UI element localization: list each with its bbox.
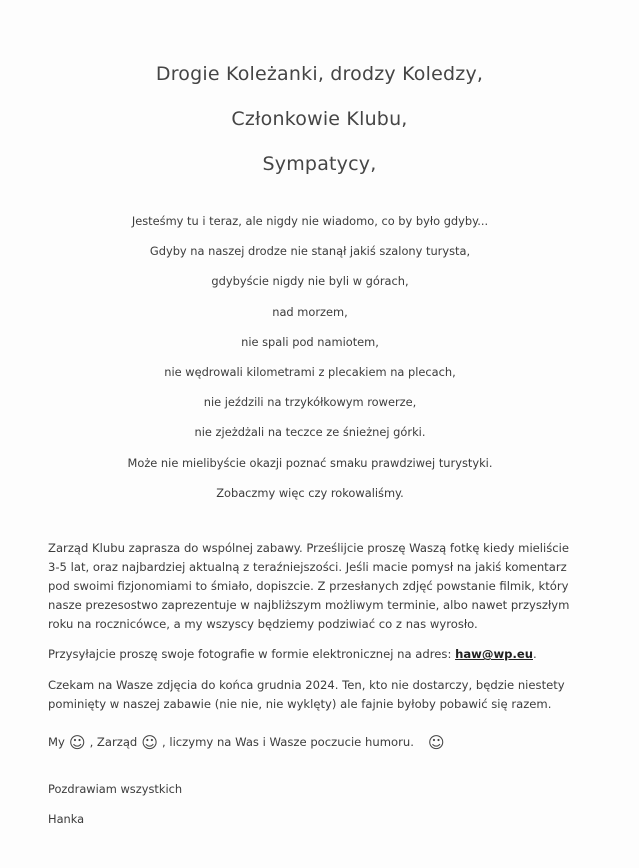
sign-off-line xyxy=(48,733,580,752)
email-paragraph xyxy=(48,645,580,664)
deadline-paragraph: Czekam na Wasze zdjęcia do końca grudnia 2024. Ten, kto nie dostarczy, będzie niestety pominięty w naszej zabawie (nie nie, nie wyklęty) ale fajnie byłoby pobawić się razem. xyxy=(48,678,565,711)
poem-line: nie wędrowali kilometrami z plecakiem na plecach, xyxy=(164,365,456,380)
email-link[interactable]: haw@wp.eu xyxy=(455,647,533,661)
poem-line: nie spali pod namiotem, xyxy=(241,334,379,349)
sign-off-my: My xyxy=(48,735,65,749)
email-instruction: Przysyłajcie proszę swoje fotografie w formie elektronicznej na adres: xyxy=(48,647,452,661)
poem-line: nie jeździli na trzykółkowym rowerze, xyxy=(203,395,417,410)
smiley-icon: ☺ xyxy=(427,732,445,752)
signature-name: Hanka xyxy=(48,812,85,826)
smiley-icon: ☺ xyxy=(68,732,86,752)
greeting-line-2: Członkowie Klubu, xyxy=(231,108,408,130)
smiley-icon: ☺ xyxy=(141,732,158,752)
sign-off-zarzad: , Zarząd xyxy=(89,735,138,749)
poem-line: gdybyście nigdy nie byli w górach, xyxy=(211,274,409,289)
sign-off-humor: , liczymy na Was i Wasze poczucie humoru. xyxy=(161,735,414,749)
letter-greeting xyxy=(0,52,639,187)
greeting-line-1: Drogie Koleżanki, drodzy Koledzy, xyxy=(155,63,484,85)
closing-text: Pozdrawiam wszystkich xyxy=(48,782,183,796)
poem-line: Jesteśmy tu i teraz, ale nigdy nie wiadomo, co by było gdyby... xyxy=(131,214,489,228)
email-period: . xyxy=(532,647,537,661)
invitation-paragraph: Zarząd Klubu zaprasza do wspólnej zabawy. Prześlijcie proszę Waszą fotkę kiedy mieliście 3-5 lat, oraz najbardziej aktualną z teraźniejszości. Jeśli macie pomysł na jakiś komentarz pod swoimi fizjonomiami to śmiało, dopiszcie. Z przesłanych zdjęć powstanie filmik, który nasze prezesostwo zaprezentuje w najbliższym możliwym terminie, albo nawet przyszłym roku na rocznicówce, a my wszyscy będziemy podziwiać co z nas wyrosło. xyxy=(48,541,570,631)
poem-line: Może nie mielibyście okazji poznać smaku prawdziwej turystyki. xyxy=(127,455,493,470)
poem-line: nad morzem, xyxy=(272,304,348,319)
poem-line: Gdyby na naszej drodze nie stanął jakiś szalony turysta, xyxy=(149,244,471,259)
poem-line: Zobaczmy więc czy rokowaliśmy. xyxy=(216,485,404,500)
poem-block xyxy=(0,206,620,508)
greeting-line-3: Sympatycy, xyxy=(262,153,377,175)
poem-line: nie zjeżdżali na teczce ze śnieżnej górki. xyxy=(194,425,426,440)
